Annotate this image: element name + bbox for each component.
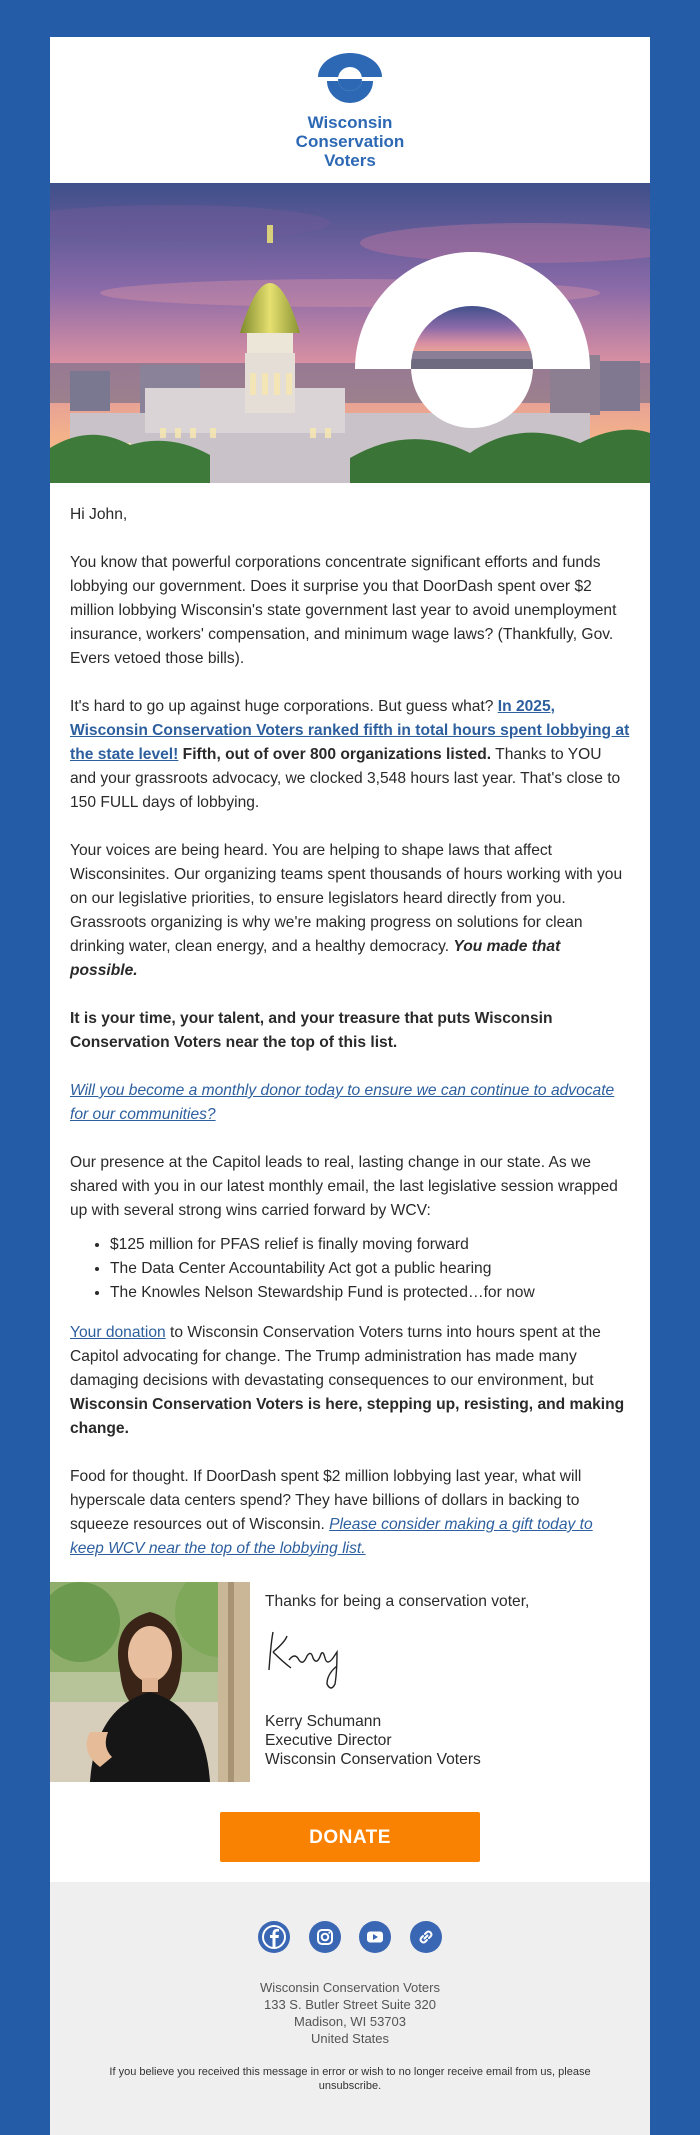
instagram-icon[interactable] (309, 1921, 341, 1953)
wins-list (70, 1233, 630, 1305)
closing-line: Thanks for being a conservation voter, (265, 1593, 530, 1610)
your-donation-link[interactable]: Your donation (70, 1324, 166, 1341)
greeting: Hi John, (70, 506, 128, 523)
paragraph-intro: You know that powerful corporations concentrate significant efforts and funds lobbying our government. Does it surprise you that DoorDash spent over $2 million lobbying Wisconsin's state government last year to avoid unemployment insurance, workers' compensation, and minimum wage laws? (Thankfully, Gov. Evers vetoed those bills). (70, 554, 617, 667)
paragraph-ranking (70, 695, 630, 815)
social-links (50, 1921, 650, 1953)
voices-text: Your voices are being heard. You are helping to shape laws that affect Wisconsinites. Our organizing teams spent thousands of hours working with you on our legislative priorities, to ensure legislators heard directly from you. Grassroots organizing is why we're making progress on solutions for clean drinking water, clean energy, and a healthy democracy. (70, 842, 623, 955)
time-talent-bold: It is your time, your talent, and your treasure that puts Wisconsin Conservation Voters near the top of this list. (70, 1010, 553, 1051)
signer-photo (50, 1582, 250, 1782)
footer (50, 1882, 650, 2135)
paragraph-donation (70, 1321, 630, 1441)
voices-emphasis: You made that possible. (70, 938, 561, 979)
paragraph-capitol: Our presence at the Capitol leads to real, lasting change in our state. As we shared with you in our latest monthly email, the last legislative session wrapped up with several strong wins carried forward by WCV: (70, 1154, 618, 1219)
wcv-logo-icon (317, 53, 383, 105)
signature-block (50, 1582, 650, 1782)
paragraph-voices (70, 839, 630, 983)
logo-line-2: Conservation (295, 132, 405, 151)
unsubscribe-link[interactable]: unsubscribe (318, 2080, 379, 2092)
list-item: • The Data Center Accountability Act got a public hearing (110, 1257, 630, 1281)
food-text: Food for thought. If DoorDash spent $2 million lobbying last year, what will hyperscale data centers spend? They have billions of dollars in backing to squeeze resources out of Wisconsin. (70, 1468, 582, 1533)
gift-link-text: Please consider making a gift today to keep WCV near the top of the lobbying list. (70, 1516, 593, 1557)
signer-org: Wisconsin Conservation Voters (265, 1751, 481, 1768)
donate-button[interactable]: DONATE (220, 1812, 480, 1862)
youtube-icon[interactable] (359, 1921, 391, 1953)
footer-city: Madison, WI 53703 (293, 2014, 406, 2029)
footer-address (50, 1979, 650, 2047)
link-icon[interactable] (410, 1921, 442, 1953)
header-logo[interactable] (50, 37, 650, 183)
ranking-bold: Fifth, out of over 800 organizations listed. (178, 746, 492, 763)
notice-text: If you believe you received this message in error or wish to no longer receive email from us, please (109, 2066, 591, 2078)
logo-wordmark (50, 113, 650, 170)
ranking-link-text: In 2025, Wisconsin Conservation Voters ranked fifth in total hours spent lobbying at the state level! (70, 698, 630, 763)
unsubscribe-notice (80, 2065, 620, 2093)
logo-line-1: Wisconsin (307, 113, 393, 132)
handwritten-signature (265, 1622, 355, 1692)
facebook-icon[interactable] (258, 1921, 290, 1953)
email-body (70, 503, 630, 1585)
donation-text: to Wisconsin Conservation Voters turns into hours spent at the Capitol advocating for change. The Trump administration has made many damaging decisions with devastating consequences to our environment, but (70, 1324, 601, 1389)
list-item: • The Knowles Nelson Stewardship Fund is protected…for now (110, 1281, 630, 1305)
email-card (50, 37, 650, 2135)
monthly-donor-link-text: Will you become a monthly donor today to ensure we can continue to advocate for our communities? (70, 1082, 615, 1123)
ranking-rest: Thanks to YOU and your grassroots advocacy, we clocked 3,548 hours last year. That's close to 150 FULL days of lobbying. (70, 746, 621, 811)
footer-country: United States (310, 2031, 390, 2046)
footer-street: 133 S. Butler Street Suite 320 (264, 1997, 436, 2012)
logo-line-3: Voters (324, 151, 376, 170)
ranking-intro: It's hard to go up against huge corporations. But guess what? (70, 698, 498, 715)
paragraph-time-talent (70, 1007, 630, 1055)
paragraph-food-for-thought (70, 1465, 630, 1561)
footer-org: Wisconsin Conservation Voters (260, 1980, 440, 1995)
paragraph-monthly-donor (70, 1079, 630, 1127)
monthly-donor-link[interactable] (70, 1082, 614, 1123)
signer-title: Executive Director (265, 1732, 392, 1749)
hero-capitol-image (50, 183, 650, 483)
list-item: • $125 million for PFAS relief is finally moving forward (110, 1233, 630, 1257)
notice-end: . (378, 2080, 382, 2092)
donation-bold: Wisconsin Conservation Voters is here, stepping up, resisting, and making change. (70, 1396, 625, 1437)
signer-name: Kerry Schumann (265, 1713, 382, 1730)
